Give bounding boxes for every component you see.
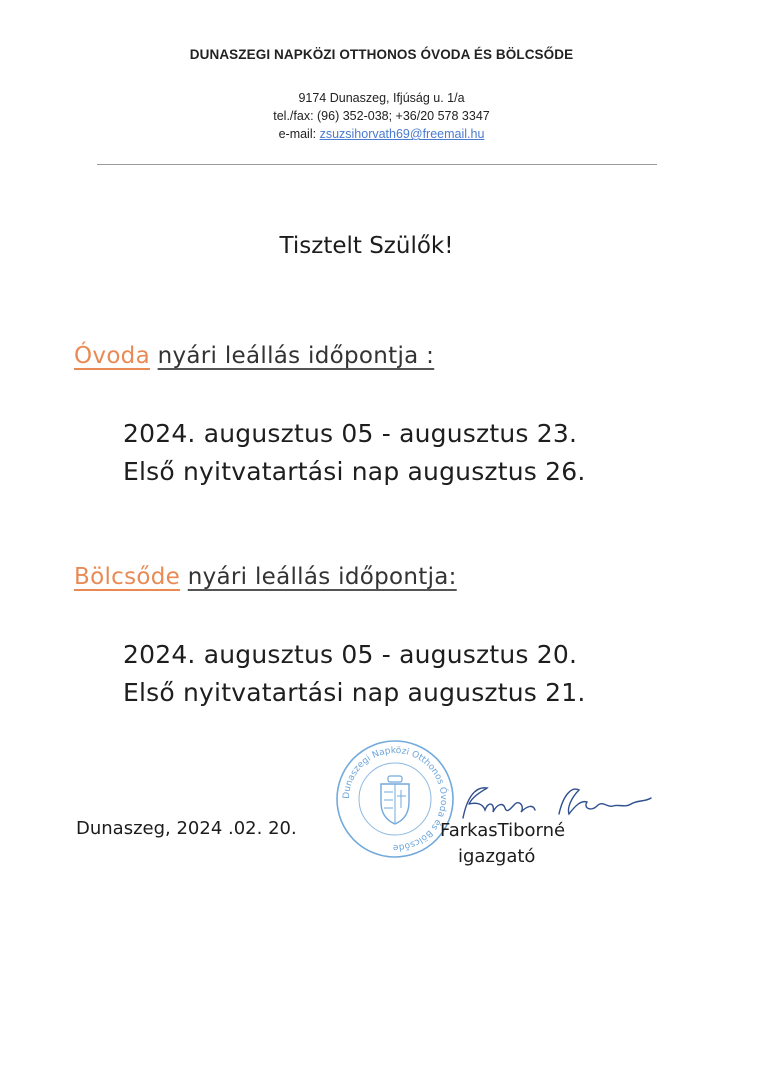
header-divider [97,164,657,165]
coat-of-arms-icon [381,776,409,824]
official-stamp [334,738,456,860]
bolcsode-title-rest: nyári leállás időpontja: [187,564,457,590]
email-label: e-mail: [278,127,320,141]
bolcsode-closure-period: 2024. augusztus 05 - augusztus 20. [123,640,578,669]
place-and-date: Dunaszeg, 2024 .02. 20. [76,818,297,839]
bolcsode-section-title [74,564,457,590]
ovoda-section-title [74,343,434,369]
bolcsode-dates [123,636,586,712]
svg-text:Dunaszegi Napközi Otthonos Óvo [342,746,450,852]
bolcsode-first-open-day: Első nyitvatartási nap augusztus 21. [123,678,586,707]
greeting: Tisztelt Szülők! [279,233,454,259]
organization-address: 9174 Dunaszeg, Ifjúság u. 1/a [298,91,465,105]
organization-phone: tel./fax: (96) 352-038; +36/20 578 3347 [273,109,490,123]
ovoda-closure-period: 2024. augusztus 05 - augusztus 23. [123,419,578,448]
ovoda-label: Óvoda [74,343,150,369]
ovoda-first-open-day: Első nyitvatartási nap augusztus 26. [123,457,586,486]
bolcsode-label: Bölcsőde [74,564,181,590]
ovoda-dates [123,415,586,491]
ovoda-title-rest: nyári leállás időpontja : [157,343,435,369]
stamp-text: Dunaszegi Napközi Otthonos Óvoda és Bölcsőde [341,745,449,853]
organization-email-line [0,127,763,141]
signer-name: FarkasTiborné [440,820,566,841]
email-link[interactable]: zsuzsihorvath69@freemail.hu [319,127,485,141]
organization-name: DUNASZEGI NAPKÖZI OTTHONOS ÓVODA ÉS BÖLCSŐDE [189,47,574,62]
signer-title: igazgató [458,846,536,867]
